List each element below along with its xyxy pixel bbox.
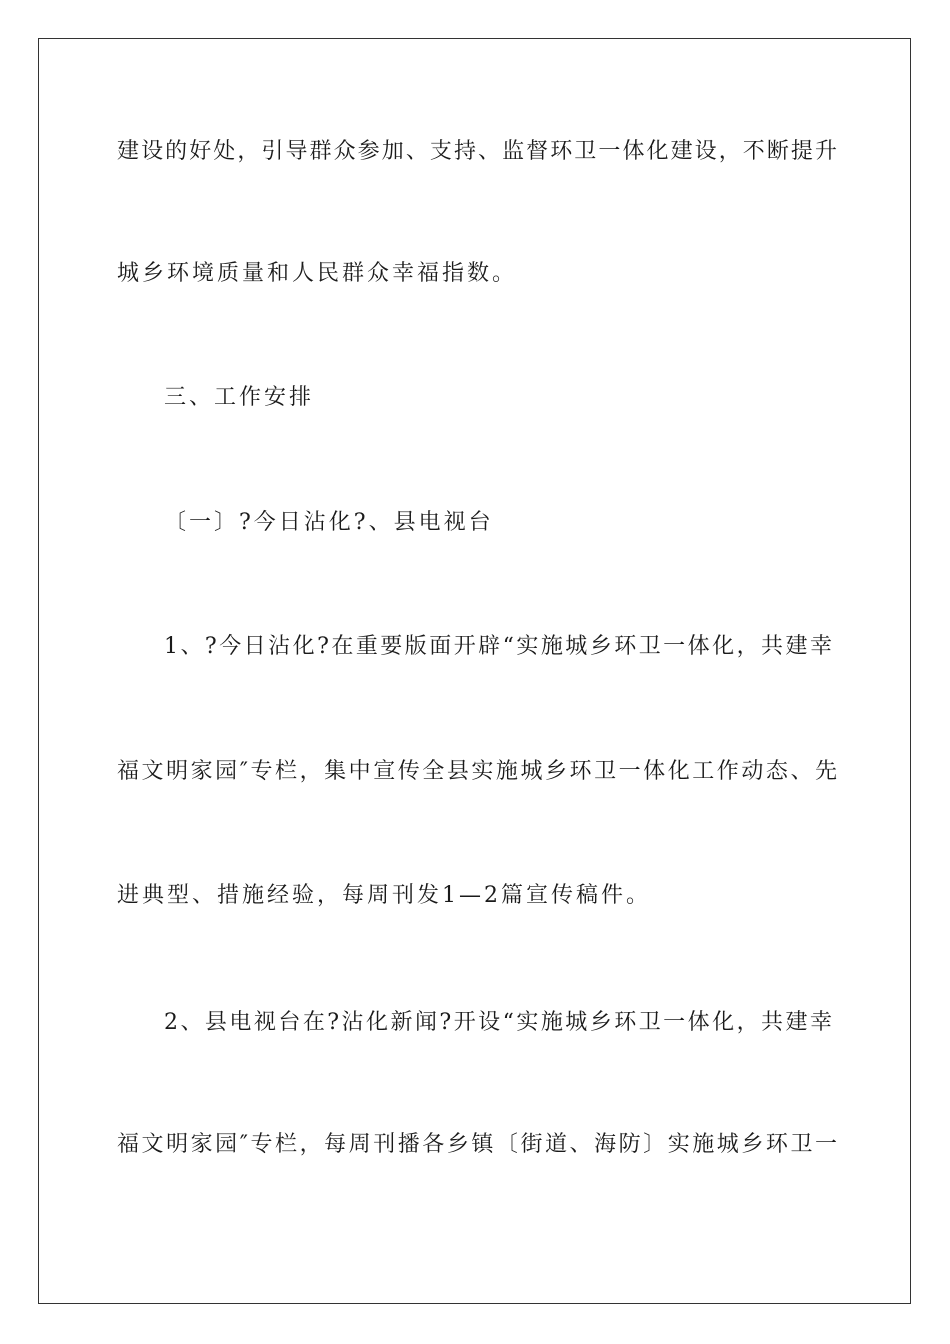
page-border: [38, 38, 911, 1304]
body-text-line: 城乡环境质量和人民群众幸福指数。: [117, 261, 518, 286]
body-text-line: 福文明家园″专栏，每周刊播各乡镇〔街道、海防〕实施城乡环卫一: [117, 1132, 837, 1157]
body-text-line: 进典型、措施经验，每周刊发1—2篇宣传稿件。: [117, 883, 651, 908]
body-text-line: 2、县电视台在?沾化新闻?开设“实施城乡环卫一体化，共建幸: [164, 1010, 832, 1035]
section-heading: 三、工作安排: [164, 385, 315, 410]
body-text-line: 1、?今日沾化?在重要版面开辟“实施城乡环卫一体化，共建幸: [164, 634, 832, 659]
body-text-line: 建设的好处，引导群众参加、支持、监督环卫一体化建设，不断提升: [117, 139, 837, 164]
subsection-heading: 〔一〕?今日沾化?、县电视台: [164, 510, 494, 535]
body-text-line: 福文明家园″专栏，集中宣传全县实施城乡环卫一体化工作动态、先: [117, 759, 837, 784]
